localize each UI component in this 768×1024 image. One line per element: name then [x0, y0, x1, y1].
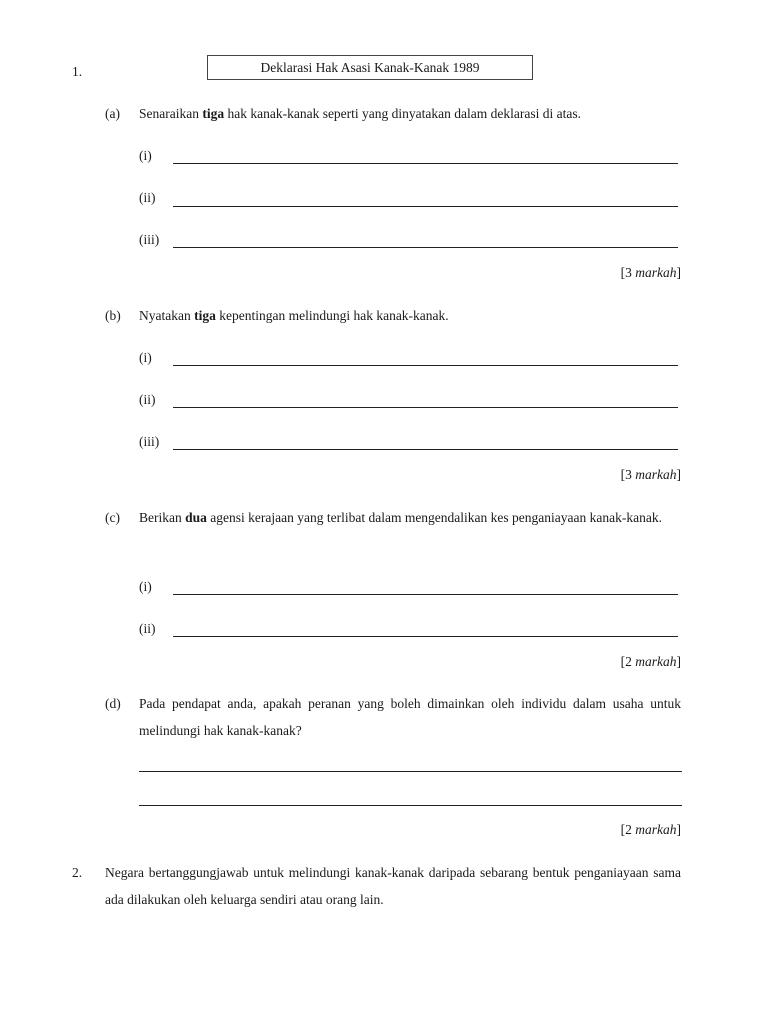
answer-item-label: (ii) [139, 190, 156, 205]
answer-item-label: (iii) [139, 232, 160, 247]
part-label-c: (c) [105, 510, 120, 525]
marks-d: [2 markah] [620, 822, 681, 837]
answer-line-b-1[interactable] [173, 365, 678, 366]
answer-line-a-3[interactable] [173, 247, 678, 248]
answer-line-b-3[interactable] [173, 449, 678, 450]
part-b-question: Nyatakan tiga kepentingan melindungi hak kanak-kanak. [139, 308, 449, 323]
declaration-title-box [207, 55, 533, 80]
answer-item-label: (i) [139, 148, 152, 163]
part-c-question: Berikan dua agensi kerajaan yang terlibat dalam mengendalikan kes penganiayaan kanak-kanak. [139, 510, 662, 525]
part-d-question: Pada pendapat anda, apakah peranan yang boleh dimainkan oleh individu dalam usaha untuk melindungi hak kanak-kanak? [139, 696, 681, 738]
question-number: 1. [72, 64, 83, 79]
part-a-question: Senaraikan tiga hak kanak-kanak seperti yang dinyatakan dalam deklarasi di atas. [139, 106, 581, 121]
answer-item-label: (ii) [139, 392, 156, 407]
answer-line-a-1[interactable] [173, 163, 678, 164]
answer-item-label: (iii) [139, 434, 160, 449]
part-label-a: (a) [105, 106, 120, 121]
marks-c: [2 markah] [620, 654, 681, 669]
answer-line-a-2[interactable] [173, 206, 678, 207]
question-number: 2. [72, 865, 83, 880]
answer-line-d-2[interactable] [139, 805, 682, 806]
part-label-b: (b) [105, 308, 121, 323]
answer-line-d-1[interactable] [139, 771, 682, 772]
answer-item-label: (ii) [139, 621, 156, 636]
answer-item-label: (i) [139, 579, 152, 594]
answer-line-b-2[interactable] [173, 407, 678, 408]
question-2-text: Negara bertanggungjawab untuk melindungi kanak-kanak daripada sebarang bentuk penganiayaan sama ada dilakukan oleh keluarga sendiri atau orang lain. [105, 865, 681, 907]
answer-line-c-1[interactable] [173, 594, 678, 595]
answer-item-label: (i) [139, 350, 152, 365]
declaration-title: Deklarasi Hak Asasi Kanak-Kanak 1989 [260, 59, 480, 75]
marks-b: [3 markah] [620, 467, 681, 482]
answer-line-c-2[interactable] [173, 636, 678, 637]
part-label-d: (d) [105, 696, 121, 711]
marks-a: [3 markah] [620, 265, 681, 280]
